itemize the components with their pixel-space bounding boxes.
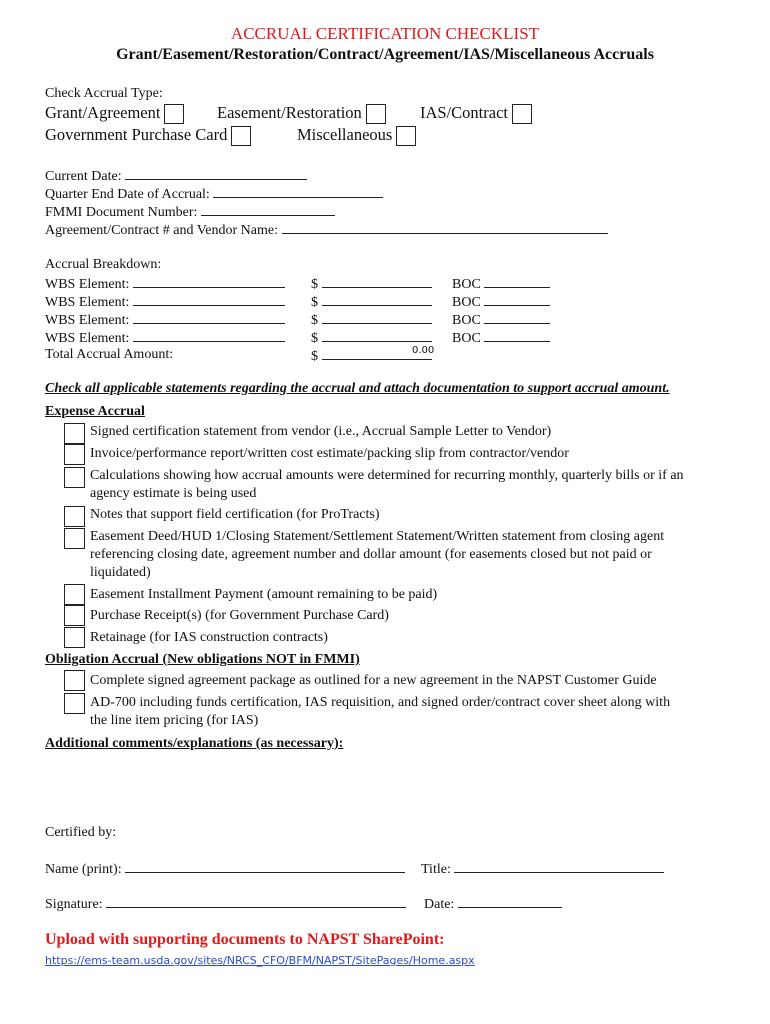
amount-row-1	[311, 275, 432, 293]
expense-item-7: Purchase Receipt(s) (for Government Purchase Card)	[90, 608, 389, 623]
obligation-item-1: Complete signed agreement package as outlined for a new agreement in the NAPST Customer Guide	[90, 673, 657, 688]
type-option-grant-label: Grant/Agreement	[45, 103, 161, 122]
date-label: Date:	[424, 897, 455, 912]
boc-field[interactable]	[484, 329, 550, 342]
obligation-checkbox-2[interactable]	[64, 693, 85, 714]
obligation-item-2-cont: the line item pricing (for IAS)	[90, 713, 259, 728]
total-amount-value: 0.00	[412, 345, 435, 356]
signature-label: Signature:	[45, 897, 103, 912]
wbs-row-4	[45, 329, 285, 347]
type-option-grant	[45, 103, 184, 124]
expense-checkbox-6[interactable]	[64, 584, 85, 605]
current-date-field[interactable]	[125, 167, 307, 180]
certified-by-label: Certified by:	[45, 825, 117, 840]
miscellaneous-checkbox[interactable]	[396, 126, 416, 146]
boc-field[interactable]	[484, 293, 550, 306]
amount-field[interactable]	[322, 275, 432, 288]
boc-row-4	[452, 329, 550, 347]
expense-checkbox-7[interactable]	[64, 605, 85, 626]
boc-field[interactable]	[484, 275, 550, 288]
date-row	[424, 895, 562, 913]
expense-checkbox-4[interactable]	[64, 506, 85, 527]
type-option-ias	[420, 103, 532, 124]
sharepoint-link[interactable]: https://ems-team.usda.gov/sites/NRCS_CFO/BFM/NAPST/SitePages/Home.aspx	[45, 954, 475, 967]
breakdown-heading: Accrual Breakdown:	[45, 257, 162, 272]
quarter-end-field[interactable]	[213, 185, 383, 198]
comments-area[interactable]	[45, 756, 725, 816]
wbs-field[interactable]	[133, 275, 285, 288]
type-option-ias-label: IAS/Contract	[420, 103, 508, 122]
expense-item-1: Signed certification statement from vendor (i.e., Accrual Sample Letter to Vendor)	[90, 424, 552, 439]
expense-item-3-cont: agency estimate is being used	[90, 486, 257, 501]
boc-label: BOC	[452, 295, 481, 310]
easement-restoration-checkbox[interactable]	[366, 104, 386, 124]
wbs-row-2	[45, 293, 285, 311]
wbs-label: WBS Element:	[45, 313, 130, 328]
government-purchase-card-checkbox[interactable]	[231, 126, 251, 146]
fmmi-doc-row	[45, 203, 335, 221]
agreement-vendor-row	[45, 221, 608, 239]
signature-row	[45, 895, 406, 913]
date-field[interactable]	[458, 895, 562, 908]
dollar-sign: $	[311, 331, 318, 346]
agreement-vendor-label: Agreement/Contract # and Vendor Name:	[45, 223, 279, 238]
document-title: ACCRUAL CERTIFICATION CHECKLIST	[230, 24, 540, 43]
wbs-field[interactable]	[133, 329, 285, 342]
expense-item-5-cont: referencing closing date, agreement number and dollar amount (for easements closed but not paid or	[90, 547, 652, 562]
boc-label: BOC	[452, 277, 481, 292]
current-date-row	[45, 167, 307, 185]
current-date-label: Current Date:	[45, 169, 122, 184]
boc-row-2	[452, 293, 550, 311]
document-subtitle: Grant/Easement/Restoration/Contract/Agreement/IAS/Miscellaneous Accruals	[116, 46, 654, 63]
accrual-type-label: Check Accrual Type:	[45, 86, 163, 101]
fmmi-doc-field[interactable]	[201, 203, 335, 216]
wbs-label: WBS Element:	[45, 331, 130, 346]
quarter-end-label: Quarter End Date of Accrual:	[45, 187, 210, 202]
sharepoint-link-wrap	[45, 951, 475, 969]
type-option-gpc	[45, 125, 251, 146]
obligation-accrual-heading: Obligation Accrual (New obligations NOT in FMMI)	[45, 652, 360, 667]
wbs-field[interactable]	[133, 293, 285, 306]
dollar-sign: $	[311, 277, 318, 292]
quarter-end-row	[45, 185, 383, 203]
type-option-easement	[217, 103, 386, 124]
total-accrual-label: Total Accrual Amount:	[45, 347, 174, 362]
boc-label: BOC	[452, 313, 481, 328]
obligation-checkbox-1[interactable]	[64, 670, 85, 691]
boc-row-1	[452, 275, 550, 293]
expense-item-2: Invoice/performance report/written cost estimate/packing slip from contractor/vendor	[90, 446, 569, 461]
wbs-row-3	[45, 311, 285, 329]
expense-checkbox-2[interactable]	[64, 444, 85, 465]
additional-comments-heading: Additional comments/explanations (as necessary):	[45, 736, 344, 751]
name-print-label: Name (print):	[45, 862, 122, 877]
wbs-field[interactable]	[133, 311, 285, 324]
signature-field[interactable]	[106, 895, 406, 908]
title-field[interactable]	[454, 860, 664, 873]
boc-row-3	[452, 311, 550, 329]
name-print-field[interactable]	[125, 860, 405, 873]
expense-checkbox-5[interactable]	[64, 528, 85, 549]
title-row	[421, 860, 664, 878]
dollar-sign: $	[311, 349, 318, 364]
boc-label: BOC	[452, 331, 481, 346]
expense-accrual-heading: Expense Accrual	[45, 404, 145, 419]
expense-item-5: Easement Deed/HUD 1/Closing Statement/Settlement Statement/Written statement from closing agent	[90, 529, 665, 544]
title-label: Title:	[421, 862, 451, 877]
expense-item-6: Easement Installment Payment (amount remaining to be paid)	[90, 587, 438, 602]
expense-item-4: Notes that support field certification (for ProTracts)	[90, 507, 380, 522]
instruction-text: Check all applicable statements regarding the accrual and attach documentation to support accrual amount.	[45, 381, 670, 396]
grant-agreement-checkbox[interactable]	[164, 104, 184, 124]
type-option-misc	[297, 125, 416, 146]
expense-item-8: Retainage (for IAS construction contracts)	[90, 630, 328, 645]
dollar-sign: $	[311, 295, 318, 310]
wbs-row-1	[45, 275, 285, 293]
type-option-gpc-label: Government Purchase Card	[45, 125, 228, 144]
type-option-misc-label: Miscellaneous	[297, 125, 393, 144]
type-option-easement-label: Easement/Restoration	[217, 103, 362, 122]
dollar-sign: $	[311, 313, 318, 328]
agreement-vendor-field[interactable]	[282, 221, 608, 234]
expense-checkbox-8[interactable]	[64, 627, 85, 648]
expense-checkbox-3[interactable]	[64, 467, 85, 488]
amount-row-3	[311, 311, 432, 329]
expense-item-3: Calculations showing how accrual amounts were determined for recurring monthly, quarterly bills or if an	[90, 468, 684, 483]
amount-row-2	[311, 293, 432, 311]
name-row	[45, 860, 405, 878]
amount-field[interactable]	[322, 293, 432, 306]
wbs-label: WBS Element:	[45, 277, 130, 292]
wbs-label: WBS Element:	[45, 295, 130, 310]
expense-item-5-cont2: liquidated)	[90, 565, 151, 580]
boc-field[interactable]	[484, 311, 550, 324]
obligation-item-2: AD-700 including funds certification, IAS requisition, and signed order/contract cover sheet along with	[90, 695, 671, 710]
fmmi-doc-label: FMMI Document Number:	[45, 205, 198, 220]
upload-instruction: Upload with supporting documents to NAPST SharePoint:	[45, 931, 445, 948]
expense-checkbox-1[interactable]	[64, 423, 85, 444]
amount-field[interactable]	[322, 311, 432, 324]
ias-contract-checkbox[interactable]	[512, 104, 532, 124]
amount-field[interactable]	[322, 329, 432, 342]
